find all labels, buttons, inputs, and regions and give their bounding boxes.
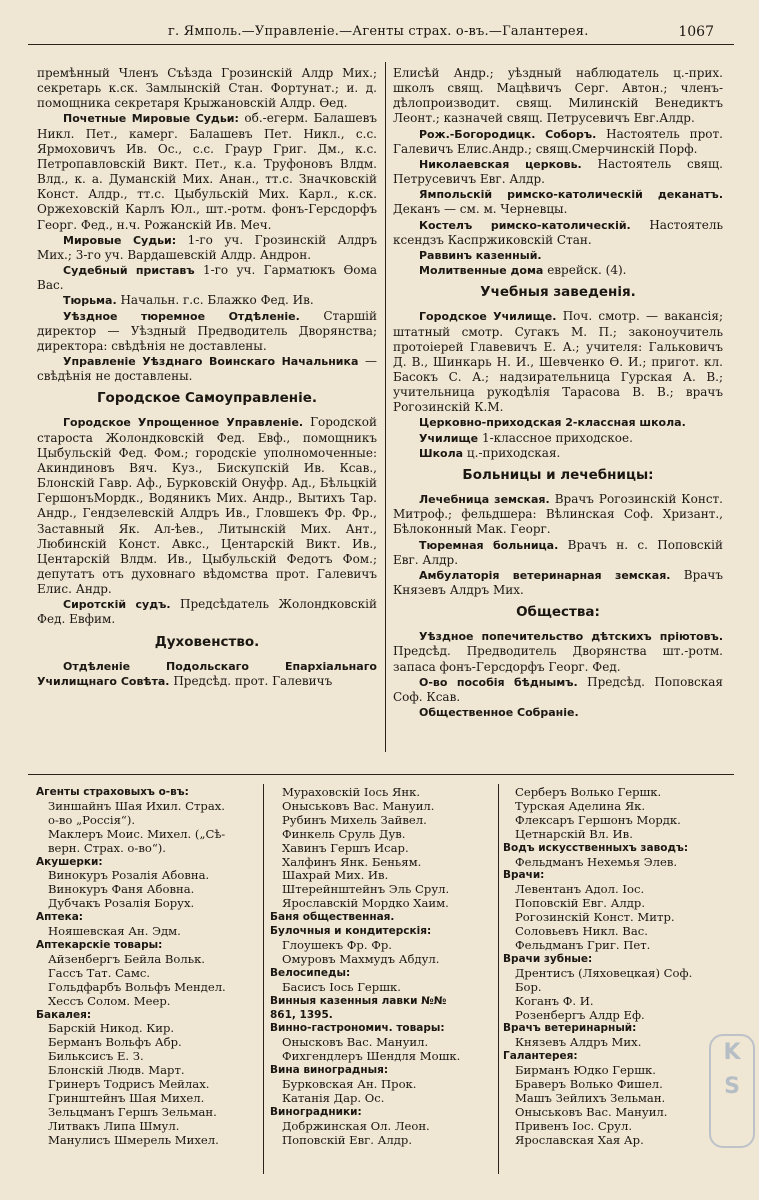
entry-heading: Мировые Судьи: — [63, 233, 177, 247]
entry-text: 1-классное приходское. — [481, 430, 633, 445]
section-heading: Духовенство. — [154, 633, 260, 650]
entry-text: 1-го уч. Гарматюкъ Ѳома Вас. — [37, 263, 377, 293]
list-item: Хессъ Солом. Меер. — [48, 993, 171, 1008]
list-item: Хавинъ Гершъ Исар. — [282, 840, 409, 855]
list-item: Фихгендлеръ Шендля Мошк. — [282, 1049, 461, 1064]
list-divider-2 — [498, 784, 499, 1174]
library-stamp: K S — [709, 1034, 755, 1148]
entry-text: Врачъ Князевъ Алдръ Мих. — [393, 567, 723, 597]
trade-list-3 — [503, 786, 731, 1148]
entry-text: ц.-приходская. — [466, 445, 561, 460]
entry-paragraph — [393, 309, 723, 415]
entry-paragraph — [393, 415, 723, 430]
list-item: Оныськовъ Вас. Мануил. — [515, 1104, 668, 1119]
category-heading: Виноградники: — [270, 1105, 362, 1118]
entry-text: Предсѣд. прот. Галевичъ — [173, 673, 333, 688]
list-item: Розенбергъ Алдр Еф. — [515, 1007, 645, 1022]
entry-paragraph — [37, 66, 377, 111]
category-heading: Аптека: — [36, 911, 83, 924]
entry-paragraph — [393, 66, 723, 127]
list-item: Соловьевъ Никл. Вас. — [515, 924, 648, 939]
list-item: Браверъ Волько Фишел. — [515, 1077, 663, 1092]
entry-text: 1-го уч. Грозинскій Алдръ Мих.; 3-го уч. Вардашевскій Алдр. Андрон. — [37, 232, 377, 262]
column-divider — [385, 62, 386, 752]
list-item: Добржинская Ол. Леон. — [282, 1118, 430, 1133]
entry-text: премѣнный Членъ Съѣзда Грозинскій Алдр Мих.; секретарь к.ск. Замлынскій Стан. Фортунат.; и. д. помощника секретаря Крыжановскій Алдр. Ѳед. — [37, 66, 377, 111]
list-item: Турская Аделина Як. — [515, 798, 646, 813]
entry-text: —свѣдѣнія не доставлены. — [37, 353, 377, 384]
list-item: Нояшевская Ан. Эдм. — [48, 924, 181, 939]
entry-paragraph — [37, 111, 377, 232]
entry-heading: Церковно-приходская 2-классная школа. — [419, 416, 686, 430]
entry-heading: Костелъ римско-католическій. — [419, 218, 631, 232]
entry-heading: Раввинъ казенный. — [419, 248, 542, 262]
category-heading: Врачъ ветеринарный: — [503, 1022, 637, 1035]
category-heading: Винно-гастрономич. товары: — [270, 1022, 445, 1035]
section-heading: Учебныя заведенія. — [480, 284, 636, 301]
entry-heading: Уѣздное попечительство дѣтскихъ пріютовъ. — [419, 630, 723, 644]
entry-heading: Почетные Мировые Судьи: — [63, 112, 239, 126]
list-item: верн. Страх. о-во“). — [48, 840, 166, 855]
section-rule — [28, 774, 734, 775]
list-item: Князевъ Алдръ Мих. — [515, 1035, 642, 1050]
entry-heading: О-во пособія бѣднымъ. — [419, 675, 578, 689]
list-item: Машъ Зейлихъ Зельман. — [515, 1090, 666, 1105]
entry-paragraph — [393, 538, 723, 568]
category-heading: Аптекарскіе товары: — [36, 938, 163, 951]
entry-text: Настоятель прот. Галевичъ Елис.Андр.; свящ.Смерчинскій Порф. — [393, 126, 723, 156]
entry-paragraph — [37, 415, 377, 597]
entry-heading: Николаевская церковь. — [419, 157, 582, 171]
list-item: Гринштейнъ Шая Михел. — [48, 1090, 205, 1105]
entry-paragraph — [37, 263, 377, 293]
category-heading: Врачи: — [503, 869, 545, 882]
entry-paragraph — [393, 218, 723, 248]
category-heading: Врачи зубные: — [503, 952, 593, 965]
list-item: Литвакъ Липа Шмул. — [48, 1118, 180, 1133]
entry-paragraph — [37, 659, 377, 689]
right-column — [393, 66, 723, 720]
trade-list-2 — [270, 786, 495, 1148]
entry-paragraph — [37, 309, 377, 354]
list-item: о-во „Россія“). — [48, 812, 136, 827]
entry-paragraph — [393, 157, 723, 187]
entry-heading: Городское Училище. — [419, 310, 557, 324]
list-item: Бильксисъ Е. З. — [48, 1049, 144, 1064]
list-item: Шахрай Мих. Ив. — [282, 868, 389, 883]
list-item: Гольдфарбъ Вольфъ Мендел. — [48, 979, 226, 994]
category-heading: Вина виноградныя: — [270, 1064, 389, 1077]
list-item: Ярославскій Мордко Хаим. — [282, 896, 449, 911]
entry-paragraph — [393, 675, 723, 705]
entry-text: Предсѣд. Поповская Соф. Ксав. — [393, 674, 723, 704]
list-item: Дрентисъ (Ляховецкая) Соф. — [515, 965, 693, 980]
running-header — [28, 22, 734, 44]
entry-heading: Молитвенные дома — [419, 264, 544, 278]
category-heading: Баня общественная. — [270, 911, 395, 924]
header-rule — [28, 44, 734, 45]
entry-heading: Управленіе Уѣзднаго Воинскаго Начальника — [63, 354, 359, 368]
list-item: Барскій Никод. Кир. — [48, 1021, 175, 1036]
category-heading: Акушерки: — [36, 855, 103, 868]
section-heading: Больницы и лечебницы: — [462, 466, 654, 483]
header-title: г. Ямполь.—Управленіе.—Агенты страх. о-въ.—Галантерея. — [168, 24, 589, 39]
trade-list-1 — [36, 786, 260, 1148]
list-divider-1 — [263, 784, 264, 1174]
entry-text: Врачъ Рогозинскій Конст. Митроф.; фельдшера: Вѣлинская Соф. Хризант., Бѣлоконный Мак. Георг. — [393, 492, 723, 537]
entry-text: Деканъ — см. м. Черневцы. — [393, 202, 568, 217]
entry-heading: Ямпольскій римско-католическій деканатъ. — [419, 188, 723, 202]
entry-text: Врачъ н. с. Поповскій Евг. Алдр. — [393, 537, 723, 567]
list-item: Манулисъ Шмерель Михел. — [48, 1132, 219, 1147]
entry-text: об.-егерм. Балашевъ Никл. Пет., камерг. Балашевъ Пет. Никл., с.с. Ярмоховичъ Ив. Ос., с.с. Граур Григ. Дм., к.с. Петропавловскій Викт. Пет., к.а. Труфоновъ Влдм. Влд., к. а. Думанскій Мих. Анан., тт.с. Значковскій Конст. Алдр., тт.с. Цыбульскій Мих. Карл., к.ск. Оржеховскій Карлъ Юл., шт.-ротм. фонъ-Герсдорфъ Георг. Фед., н.ч. Рожанскій Ив. Меч. — [37, 111, 377, 232]
entry-paragraph — [393, 568, 723, 598]
category-heading: 861, 1395. — [270, 1008, 333, 1021]
list-item: Гассъ Тат. Самс. — [48, 965, 151, 980]
entry-text: Начальн. г.с. Блажко Фед. Ив. — [120, 293, 314, 308]
category-heading: Агенты страховыхъ о-въ: — [36, 786, 189, 798]
entry-paragraph — [393, 187, 723, 217]
category-heading: Булочныя и кондитерскія: — [270, 925, 432, 938]
list-item: Цетнарскій Вл. Ив. — [515, 826, 633, 841]
entry-heading: Уѣздное тюремное Отдѣленіе. — [63, 309, 300, 323]
page-number: 1067 — [678, 24, 714, 40]
list-item: Фельдманъ Григ. Пет. — [515, 937, 651, 952]
section-heading: Городское Самоуправленіе. — [96, 390, 318, 407]
entry-paragraph — [393, 127, 723, 157]
entry-text: Настоятель ксендзъ Каспржиковскій Стан. — [393, 217, 723, 247]
list-item: Блонскій Людв. Март. — [48, 1063, 185, 1078]
list-item: Бирманъ Юдко Гершк. — [515, 1063, 656, 1078]
entry-text: Предсѣдатель Жолондковскій Фед. Евфим. — [37, 597, 377, 627]
category-heading: Водъ искусственныхъ заводъ: — [503, 841, 689, 854]
list-item: Зельцманъ Гершъ Зельман. — [48, 1104, 217, 1119]
entry-paragraph — [393, 263, 723, 278]
entry-text: Предсѣд. Предводитель Дворянства шт.-ротм. запаса фонъ-Герсдорфъ Георг. Фед. — [393, 644, 723, 674]
entry-paragraph — [37, 354, 377, 384]
list-item: Рогозинскій Конст. Митр. — [515, 910, 675, 925]
list-item: Винокуръ Розалія Абовна. — [48, 868, 210, 883]
list-item: Басисъ Іось Гершк. — [282, 979, 401, 994]
list-item: Серберъ Волько Гершк. — [515, 785, 662, 799]
list-item: Винокуръ Фаня Абовна. — [48, 882, 195, 897]
list-item: Берманъ Вольфъ Абр. — [48, 1035, 182, 1050]
entry-text: Елисѣй Андр.; уѣздный наблюдатель ц.-прих. школъ свящ. Мацѣвичъ Серг. Автон.; членъ-дѣлопроизводит. свящ. Милинскій Венедиктъ Леонт.; казначей свящ. Петрусевичъ Евг.Алдр. — [393, 66, 723, 126]
category-heading: Бакалея: — [36, 1008, 92, 1021]
list-item: Поповскій Евг. Алдр. — [515, 896, 646, 911]
entry-text: Городской староста Жолондковскій Фед. Евф., помощникъ Цыбульскій Фед. Фом.; городскіе уполномоченные: Акиндиновъ Вяч. Куз., Бискупскій Ив. Ксав., Блонскій Гавр. Аф., Бурковскій Онуфр. Ад., Бѣльцкій ГершонъМордк., Водяникъ Мих. Андр., Вытихъ Тар. Андр., Гендзелевскій Алдръ Ив., Гловшекъ Фр. Фр., Заставный Як. Ал-ѣев., Литынскій Мих. Ант., Любинскій Конст. Авкс., Центарскій Викт. Ив., Центарскій Влдм. Ив., Цыбульскій Федотъ Фом.; депутатъ отъ духовнаго вѣдомства прот. Галевичъ Елис. Андр. — [37, 415, 377, 597]
entry-heading: Судебный приставъ — [63, 264, 195, 278]
list-item: Глоушекъ Фр. Фр. — [282, 937, 392, 952]
entry-heading: Тюремная больница. — [419, 538, 559, 552]
entry-text: Поч. смотр. — вакансія; штатный смотр. Сугакъ М. П.; законоучитель протоіерей Главевичъ Е. А.; учителя: Гальковичъ Д. В., Шинкарь Н. И., Шевченко Ѳ. И.; пригот. кл. Басокъ С. А.; надзирательница Гурская А. В.; учительница рукодѣлія Тарасова В. В.; врачъ Рогозинскій К.М. — [393, 309, 723, 415]
list-item: Коганъ Ф. И. — [515, 993, 594, 1008]
list-item: Онысковъ Вас. Мануил. — [282, 1035, 429, 1050]
entry-paragraph — [37, 597, 377, 627]
list-item: Мураховскій Іось Янк. — [282, 785, 421, 799]
entry-heading: Училище — [419, 431, 479, 445]
list-item: Фельдманъ Нехемья Элев. — [515, 854, 678, 869]
entry-heading: Отдѣленіе Подольскаго Епархіальнаго Училищнаго Совѣта. — [37, 659, 377, 688]
category-heading: Галантерея: — [503, 1050, 578, 1063]
list-item: Левентанъ Адол. Іос. — [515, 882, 645, 897]
entry-heading: Рож.-Богородицк. Соборъ. — [419, 127, 597, 141]
list-item: Гринеръ Тодрисъ Мейлах. — [48, 1077, 210, 1092]
entry-paragraph — [393, 705, 723, 720]
list-item: Флексаръ Гершонъ Мордк. — [515, 812, 681, 827]
list-item: Штерейнштейнъ Эль Срул. — [282, 882, 450, 897]
section-heading: Общества: — [516, 604, 600, 621]
list-item: Бурковская Ан. Прок. — [282, 1077, 417, 1092]
entry-paragraph — [393, 629, 723, 674]
list-item: Оныськовъ Вас. Мануил. — [282, 798, 435, 813]
entry-text: еврейск. (4). — [547, 263, 627, 278]
entry-heading: Общественное Собраніе. — [419, 706, 579, 720]
entry-heading: Лечебница земская. — [419, 493, 550, 507]
entry-heading: Городское Упрощенное Управленіе. — [63, 416, 304, 430]
entry-heading: Амбулаторія ветеринарная земская. — [419, 568, 671, 582]
entry-heading: Сиротскій судъ. — [63, 598, 171, 612]
list-item: Бор. — [515, 979, 542, 994]
list-item: Рубинъ Михель Зайвел. — [282, 812, 427, 827]
entry-paragraph — [393, 431, 723, 446]
entry-paragraph — [37, 233, 377, 263]
list-item: Зиншайнъ Шая Ихил. Страх. — [48, 798, 225, 813]
entry-text: Настоятель свящ. Петрусевичъ Евг. Алдр. — [393, 156, 723, 187]
list-item: Дубчакъ Розалія Борух. — [48, 896, 195, 911]
entry-paragraph — [393, 446, 723, 461]
list-item: Катанія Дар. Ос. — [282, 1090, 385, 1105]
list-item: Халфинъ Янк. Беньям. — [282, 854, 422, 869]
list-item: Айзенбергъ Бейла Вольк. — [48, 951, 205, 966]
category-heading: Велосипеды: — [270, 966, 351, 979]
entry-paragraph — [37, 293, 377, 308]
left-column — [37, 66, 377, 689]
list-item: Поповскій Евг. Алдр. — [282, 1132, 413, 1147]
list-item: Привенъ Іос. Срул. — [515, 1118, 633, 1133]
entry-paragraph — [393, 492, 723, 537]
entry-heading: Школа — [419, 446, 464, 460]
list-item: Маклеръ Моис. Михел. („Сѣ- — [48, 826, 226, 841]
list-item: Омуровъ Махмудъ Абдул. — [282, 951, 440, 966]
list-item: Ярославская Хая Ар. — [515, 1132, 644, 1147]
entry-heading: Тюрьма. — [63, 294, 117, 308]
list-item: Финкель Сруль Дув. — [282, 826, 406, 841]
category-heading: Винныя казенныя лавки №№ — [270, 994, 447, 1007]
entry-paragraph — [393, 248, 723, 263]
entry-text: Старшій директор — Уѣздный Предводитель Дворянства; директора: свѣдѣнія не доставлены. — [37, 308, 377, 353]
